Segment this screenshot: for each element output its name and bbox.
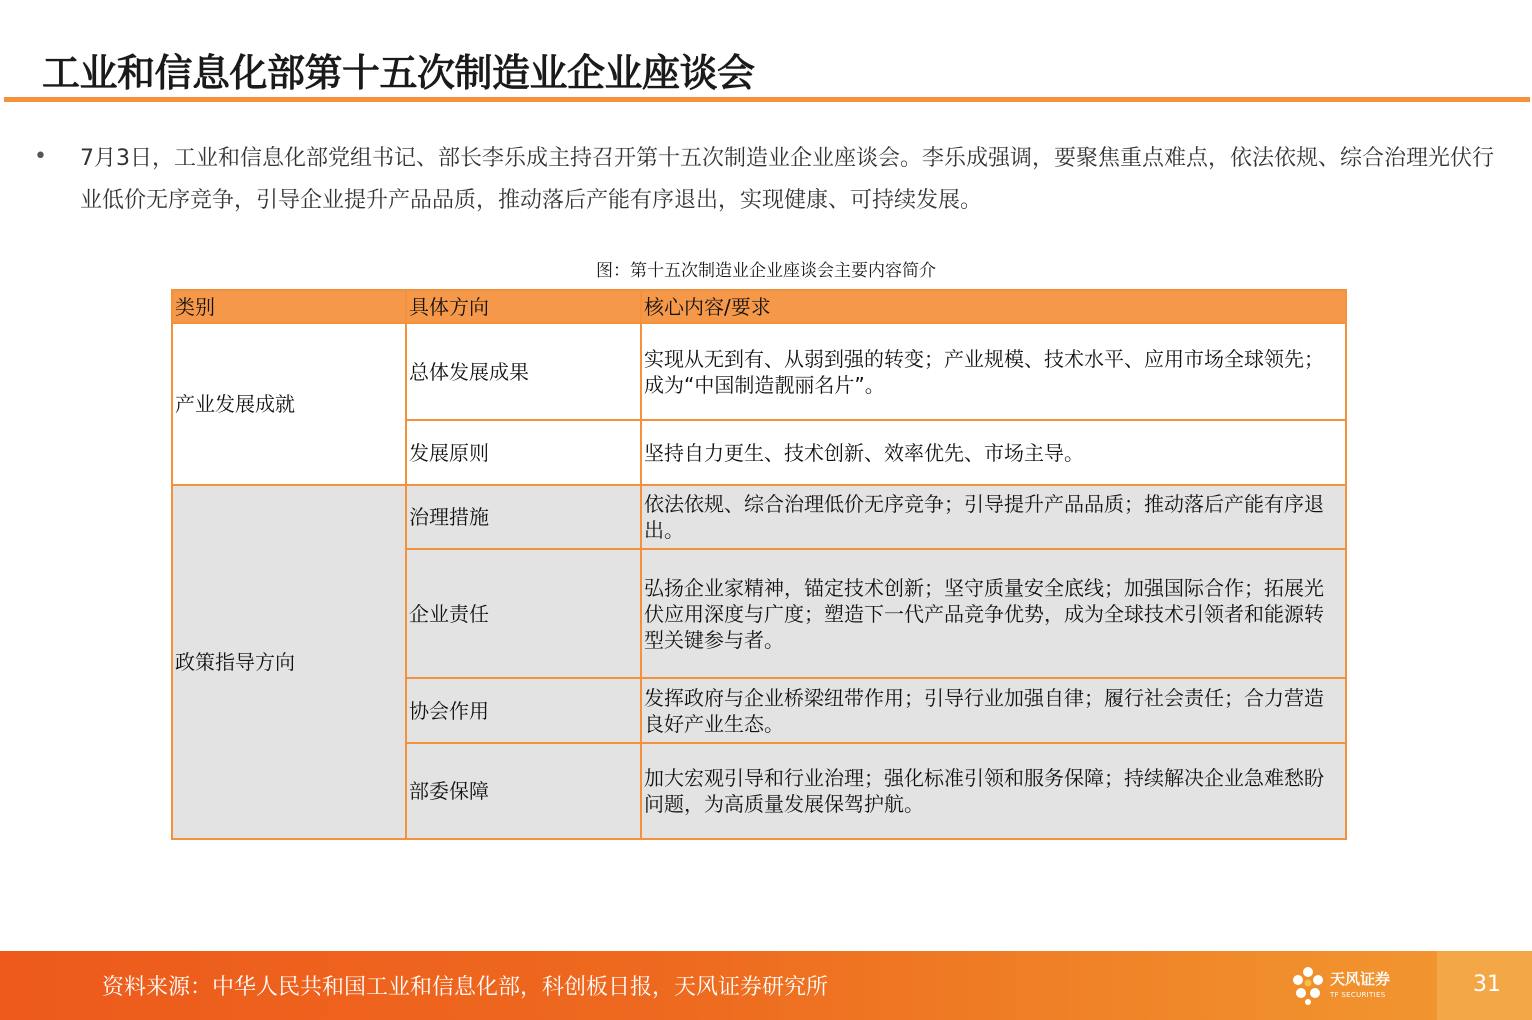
title-divider xyxy=(4,97,1530,102)
logo-name: 天风证券 xyxy=(1330,970,1391,988)
direction-cell: 治理措施 xyxy=(406,485,641,549)
header-content: 核心内容/要求 xyxy=(641,290,1346,323)
page-title: 工业和信息化部第十五次制造业企业座谈会 xyxy=(42,51,755,95)
content-cell: 坚持自力更生、技术创新、效率优先、市场主导。 xyxy=(641,420,1346,485)
table-row xyxy=(172,323,1346,420)
category-cell: 产业发展成就 xyxy=(172,323,406,485)
content-cell: 弘扬企业家精神，锚定技术创新；坚守质量安全底线；加强国际合作；拓展光伏应用深度与广度；塑造下一代产品竞争优势，成为全球技术引领者和能源转型关键参与者。 xyxy=(641,549,1346,678)
direction-cell: 总体发展成果 xyxy=(406,323,641,420)
company-logo xyxy=(1290,964,1410,1008)
content-cell: 实现从无到有、从弱到强的转变；产业规模、技术水平、应用市场全球领先；成为“中国制造靓丽名片”。 xyxy=(641,323,1346,420)
bullet-dot-icon: • xyxy=(34,144,47,169)
direction-cell: 协会作用 xyxy=(406,678,641,743)
logo-subtitle: TF SECURITIES xyxy=(1330,991,1386,999)
content-table xyxy=(171,289,1347,840)
header-category: 类别 xyxy=(172,290,406,323)
flower-logo-icon xyxy=(1290,966,1326,1006)
direction-cell: 部委保障 xyxy=(406,743,641,839)
direction-cell: 企业责任 xyxy=(406,549,641,678)
table-row xyxy=(172,485,1346,549)
source-note: 资料来源：中华人民共和国工业和信息化部，科创板日报，天风证券研究所 xyxy=(102,975,829,1000)
direction-cell: 发展原则 xyxy=(406,420,641,485)
content-cell: 发挥政府与企业桥梁纽带作用；引导行业加强自律；履行社会责任；合力营造良好产业生态。 xyxy=(641,678,1346,743)
summary-paragraph: 7月3日，工业和信息化部党组书记、部长李乐成主持召开第十五次制造业企业座谈会。李乐成强调，要聚焦重点难点，依法依规、综合治理光伏行业低价无序竞争，引导企业提升产品品质，推动落后产能有序退出，实现健康、可持续发展。 xyxy=(80,146,1494,213)
content-cell: 依法依规、综合治理低价无序竞争；引导提升产品品质；推动落后产能有序退出。 xyxy=(641,485,1346,549)
header-direction: 具体方向 xyxy=(406,290,641,323)
footer-bar xyxy=(0,951,1532,1020)
content-cell: 加大宏观引导和行业治理；强化标准引领和服务保障；持续解决企业急难愁盼问题，为高质量发展保驾护航。 xyxy=(641,743,1346,839)
category-cell: 政策指导方向 xyxy=(172,485,406,839)
table-caption: 图：第十五次制造业企业座谈会主要内容简介 xyxy=(596,261,936,281)
table-header-row xyxy=(172,290,1346,323)
page-number: 31 xyxy=(1473,972,1501,997)
